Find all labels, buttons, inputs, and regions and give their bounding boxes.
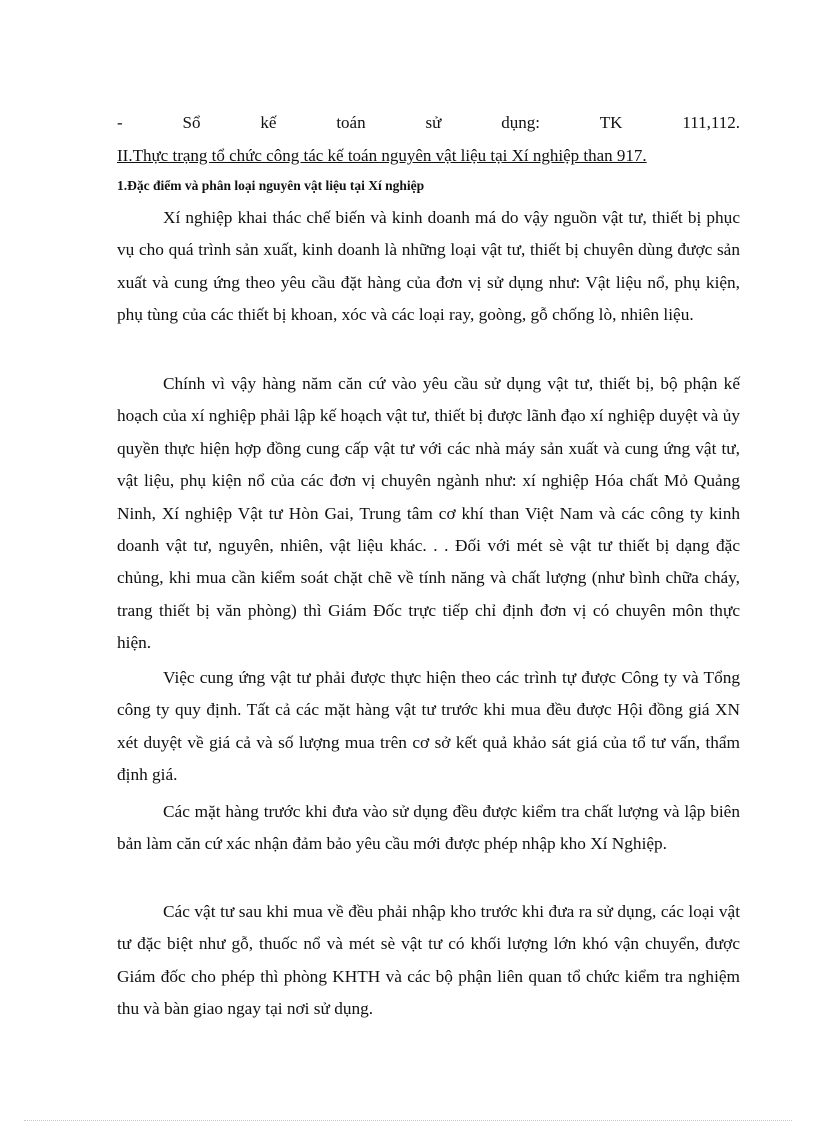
paragraph: Chính vì vậy hàng năm căn cứ vào yêu cầu sử dụng vật tư, thiết bị, bộ phận kế hoạch của xí nghiệp phải lập kế hoạch vật tư, thiết bị được lãnh đạo xí nghiệp duyệt và ủy quyền thực hiện hợp đồng cung cấp vật tư với các nhà máy sản xuất và cung ứng vật tư, vật liệu, phụ kiện nổ của các đơn vị chuyên ngành như: xí nghiệp Hóa chất Mỏ Quảng Ninh, Xí nghiệp Vật tư Hòn Gai, Trung tâm cơ khí than Việt Nam và các công ty kinh doanh vật tư, nguyên, nhiên, vật liệu khác. . . Đối với mét sè vật tư thiết bị dạng đặc chủng, khi mua cần kiểm soát chặt chẽ về tính năng và chất lượng (như bình chữa cháy, trang thiết bị văn phòng) thì Giám Đốc trực tiếp chỉ định đơn vị có chuyên môn thực hiện. [117,374,740,653]
page-bottom-divider [24,1120,792,1121]
section-heading: II.Thực trạng tổ chức công tác kế toán nguyên vật liệu tại Xí nghiệp than 917. [117,146,647,165]
paragraph: Việc cung ứng vật tư phải được thực hiện theo các trình tự được Công ty và Tổng công ty quy định. Tất cả các mặt hàng vật tư trước khi mua đều được Hội đồng giá XN xét duyệt về giá cả và số lượng mua trên cơ sở kết quả khảo sát giá của tổ tư vấn, thẩm định giá. [117,668,740,785]
ledger-account-numbers: 111,112. [682,113,740,132]
ledger-accounts-line [117,113,740,133]
ledger-word: Sổ [182,113,201,132]
paragraph: Các vật tư sau khi mua về đều phải nhập kho trước khi đưa ra sử dụng, các loại vật tư đặc biệt như gỗ, thuốc nổ và mét sè vật tư có khối lượng lớn khó vận chuyển, được Giám đốc cho phép thì phòng KHTH và các bộ phận liên quan tổ chức kiểm tra nghiệm thu và bàn giao ngay tại nơi sử dụng. [117,902,740,1019]
ledger-word: dụng: [501,113,540,132]
ledger-word: sử [425,113,442,132]
sub-heading: 1.Đặc điểm và phân loại nguyên vật liệu tại Xí nghiệp [117,178,425,193]
ledger-word: TK [599,113,623,132]
paragraph: Các mặt hàng trước khi đưa vào sử dụng đều được kiểm tra chất lượng và lập biên bản làm căn cứ xác nhận đảm bảo yêu cầu mới được phép nhập kho Xí Nghiệp. [117,802,740,854]
ledger-word: kế [260,113,277,132]
ledger-word: toán [336,113,366,132]
list-dash: - [117,113,123,132]
paragraph: Xí nghiệp khai thác chế biến và kinh doanh má do vậy nguồn vật tư, thiết bị phục vụ cho quá trình sản xuất, kinh doanh là những loại vật tư, thiết bị chuyên dùng được sản xuất và cung ứng theo yêu cầu đặt hàng của đơn vị sử dụng như: Vật liệu nổ, phụ kiện, phụ tùng của các thiết bị khoan, xóc và các loại ray, goòng, gỗ chống lò, nhiên liệu. [117,208,740,325]
